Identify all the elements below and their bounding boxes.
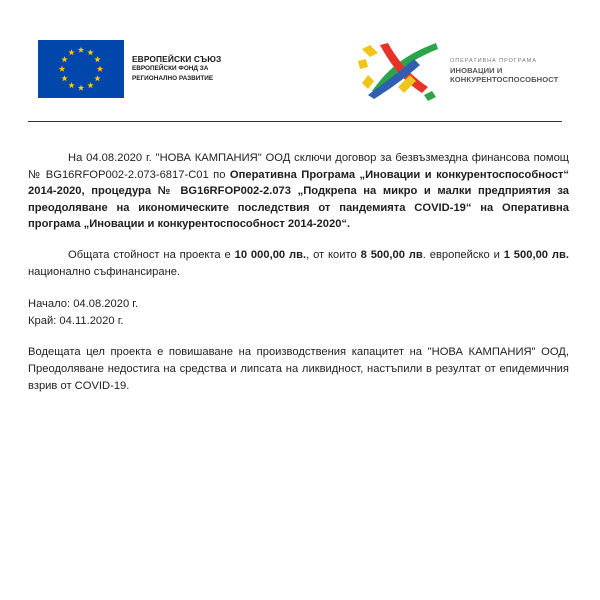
eu-flag-icon — [38, 40, 124, 98]
eu-logo-text — [132, 54, 221, 84]
header-divider — [28, 121, 562, 122]
op-logo-text — [450, 57, 558, 84]
national-amount: 1 500,00 лв. — [503, 248, 569, 261]
op-logo — [358, 39, 558, 101]
cost-text-a: Общата стойност на проекта е — [68, 248, 235, 261]
eu-logo-line-3: РЕГИОНАЛНО РАЗВИТИЕ — [132, 75, 214, 82]
op-logo-line-2: ИНОВАЦИИ И — [450, 65, 503, 75]
end-date: Край: 04.11.2020 г. — [28, 314, 124, 327]
cost-paragraph — [28, 247, 569, 280]
document-body — [28, 150, 569, 394]
op-logo-line-1: ОПЕРАТИВНА ПРОГРАМА — [450, 57, 537, 64]
contract-paragraph — [28, 150, 569, 233]
total-amount: 10 000,00 лв. — [234, 248, 307, 261]
eu-logo-line-2: ЕВРОПЕЙСКИ ФОНД ЗА — [132, 65, 209, 72]
project-dates — [28, 296, 569, 329]
goal-paragraph: Водещата цел проекта е повишаване на производствения капацитет на "НОВА КАМПАНИЯ" ООД, Преодоляване недостига на средства и липсата на ликвидност, настъпили в резултат от епидемичния взрив от COVID-19. — [28, 346, 569, 392]
eu-logo-line-1: ЕВРОПЕЙСКИ СЪЮЗ — [132, 54, 222, 64]
op-logo-line-3: КОНКУРЕНТОСПОСОБНОСТ — [450, 74, 559, 84]
programme-text: Оперативна Програма „Иновации и конкурентоспособност“ 2014-2020, процедура № BG16RFOP002-2.073 „Подкрепа на микро и малки предприятия за преодоляване на икономическите последствия от пандемията COVID-19“ на Оперативна програма „Иновации и конкурентоспособност 2014-2020“. — [28, 168, 569, 231]
start-date: Начало: 04.08.2020 г. — [28, 298, 139, 311]
header — [0, 0, 600, 120]
eu-amount: 8 500,00 лв — [360, 248, 423, 261]
op-emblem-icon — [358, 39, 438, 101]
cost-text-c: . европейско и — [422, 248, 504, 261]
cost-text-d: национално съфинансиране. — [28, 265, 181, 278]
contract-text: На 04.08.2020 г. "НОВА КАМПАНИЯ" ООД сключи договор за безвъзмездна финансова помощ № BG16RFOP002-2.073-6817-C01 по — [28, 152, 569, 181]
cost-text-b: , от които — [306, 248, 361, 261]
eu-logo — [38, 40, 221, 98]
